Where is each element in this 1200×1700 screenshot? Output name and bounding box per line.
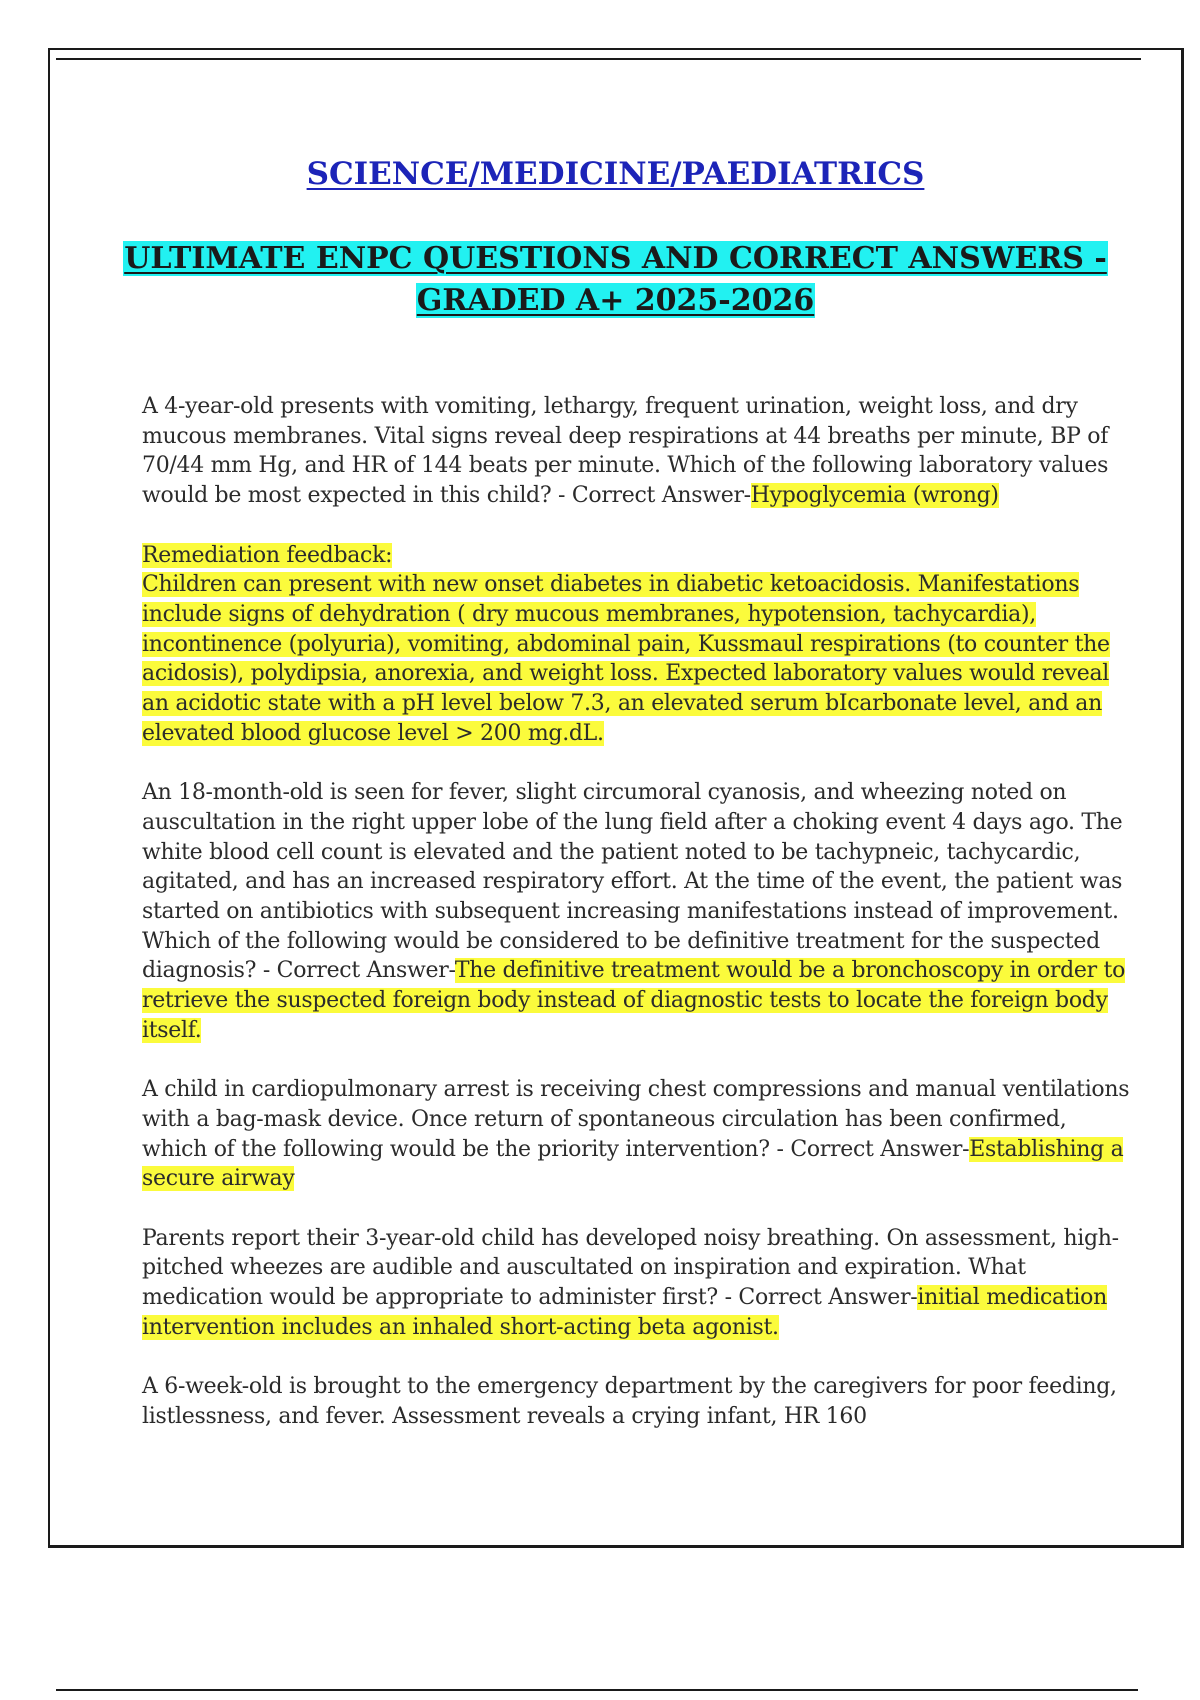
bottom-rule (56, 1689, 1138, 1691)
qa-item (142, 778, 1134, 1045)
category-heading (50, 154, 1181, 194)
answer-text: Hypoglycemia (wrong) (750, 483, 999, 509)
question-text: A 6-week-old is brought to the emergency department by the caregivers for poor feeding, listlessness, and fever. Assessment reveals a crying infant, HR 160 (142, 1374, 1117, 1429)
top-rule (56, 58, 1141, 60)
remediation-heading: Remediation feedback: (142, 542, 393, 568)
question-text: A child in cardiopulmonary arrest is receiving chest compressions and manual ventilations with a bag-mask device. Once return of spontaneous circulation has been confirmed, which of the following would be the priority intervention? - Correct Answer- (142, 1077, 1130, 1162)
qa-item (142, 1075, 1134, 1194)
qa-item (142, 392, 1134, 511)
remediation-block (142, 541, 1134, 749)
remediation-body: Children can present with new onset diabetes in diabetic ketoacidosis. Manifestations include signs of dehydration ( dry mucous membranes, hypotension, tachycardia), incontinence (polyuria), vomiting, abdominal pain, Kussmaul respirations (to counter the acidosis), polydipsia, anorexia, and weight loss. Expected laboratory values would reveal an acidotic state with a pH level below 7.3, an elevated serum bIcarbonate level, and an elevated blood glucose level > 200 mg.dL. (142, 572, 1110, 746)
question-text: An 18-month-old is seen for fever, slight circumoral cyanosis, and wheezing noted on auscultation in the right upper lobe of the lung field after a choking event 4 days ago. The white blood cell count is elevated and the patient noted to be tachypneic, tachycardic, agitated, and has an increased respiratory effort. At the time of the event, the patient was started on antibiotics with subsequent increasing manifestations instead of improvement. Which of the following would be considered to be definitive treatment for the suspected diagnosis? - Correct Answer- (142, 780, 1123, 984)
answer-text: The definitive treatment would be a bronchoscopy in order to retrieve the suspected foreign body instead of diagnostic tests to locate the foreign body itself. (142, 958, 1126, 1043)
document-page (48, 48, 1184, 1548)
qa-content (142, 392, 1134, 1461)
qa-item (142, 1372, 1134, 1431)
question-text: Parents report their 3-year-old child has developed noisy breathing. On assessment, high-pitched wheezes are audible and auscultated on inspiration and expiration. What medication would be appropriate to administer first? - Correct Answer- (142, 1225, 1119, 1311)
document-title (50, 238, 1181, 322)
category-text: SCIENCE/MEDICINE/PAEDIATRICS (306, 156, 925, 192)
title-line-1: ULTIMATE ENPC QUESTIONS AND CORRECT ANSWERS - (124, 241, 1107, 276)
answer-text: initial medication intervention includes an inhaled short-acting beta agonist. (142, 1285, 1107, 1340)
qa-item (142, 1224, 1134, 1343)
answer-text: Establishing a secure airway (142, 1136, 1124, 1192)
question-text: A 4-year-old presents with vomiting, lethargy, frequent urination, weight loss, and dry mucous membranes. Vital signs reveal deep respirations at 44 breaths per minute, BP of 70/44 mm Hg, and HR of 144 beats per minute. Which of the following laboratory values would be most expected in this child? - Correct Answer- (142, 394, 1109, 509)
title-line-2: GRADED A+ 2025-2026 (416, 283, 815, 318)
